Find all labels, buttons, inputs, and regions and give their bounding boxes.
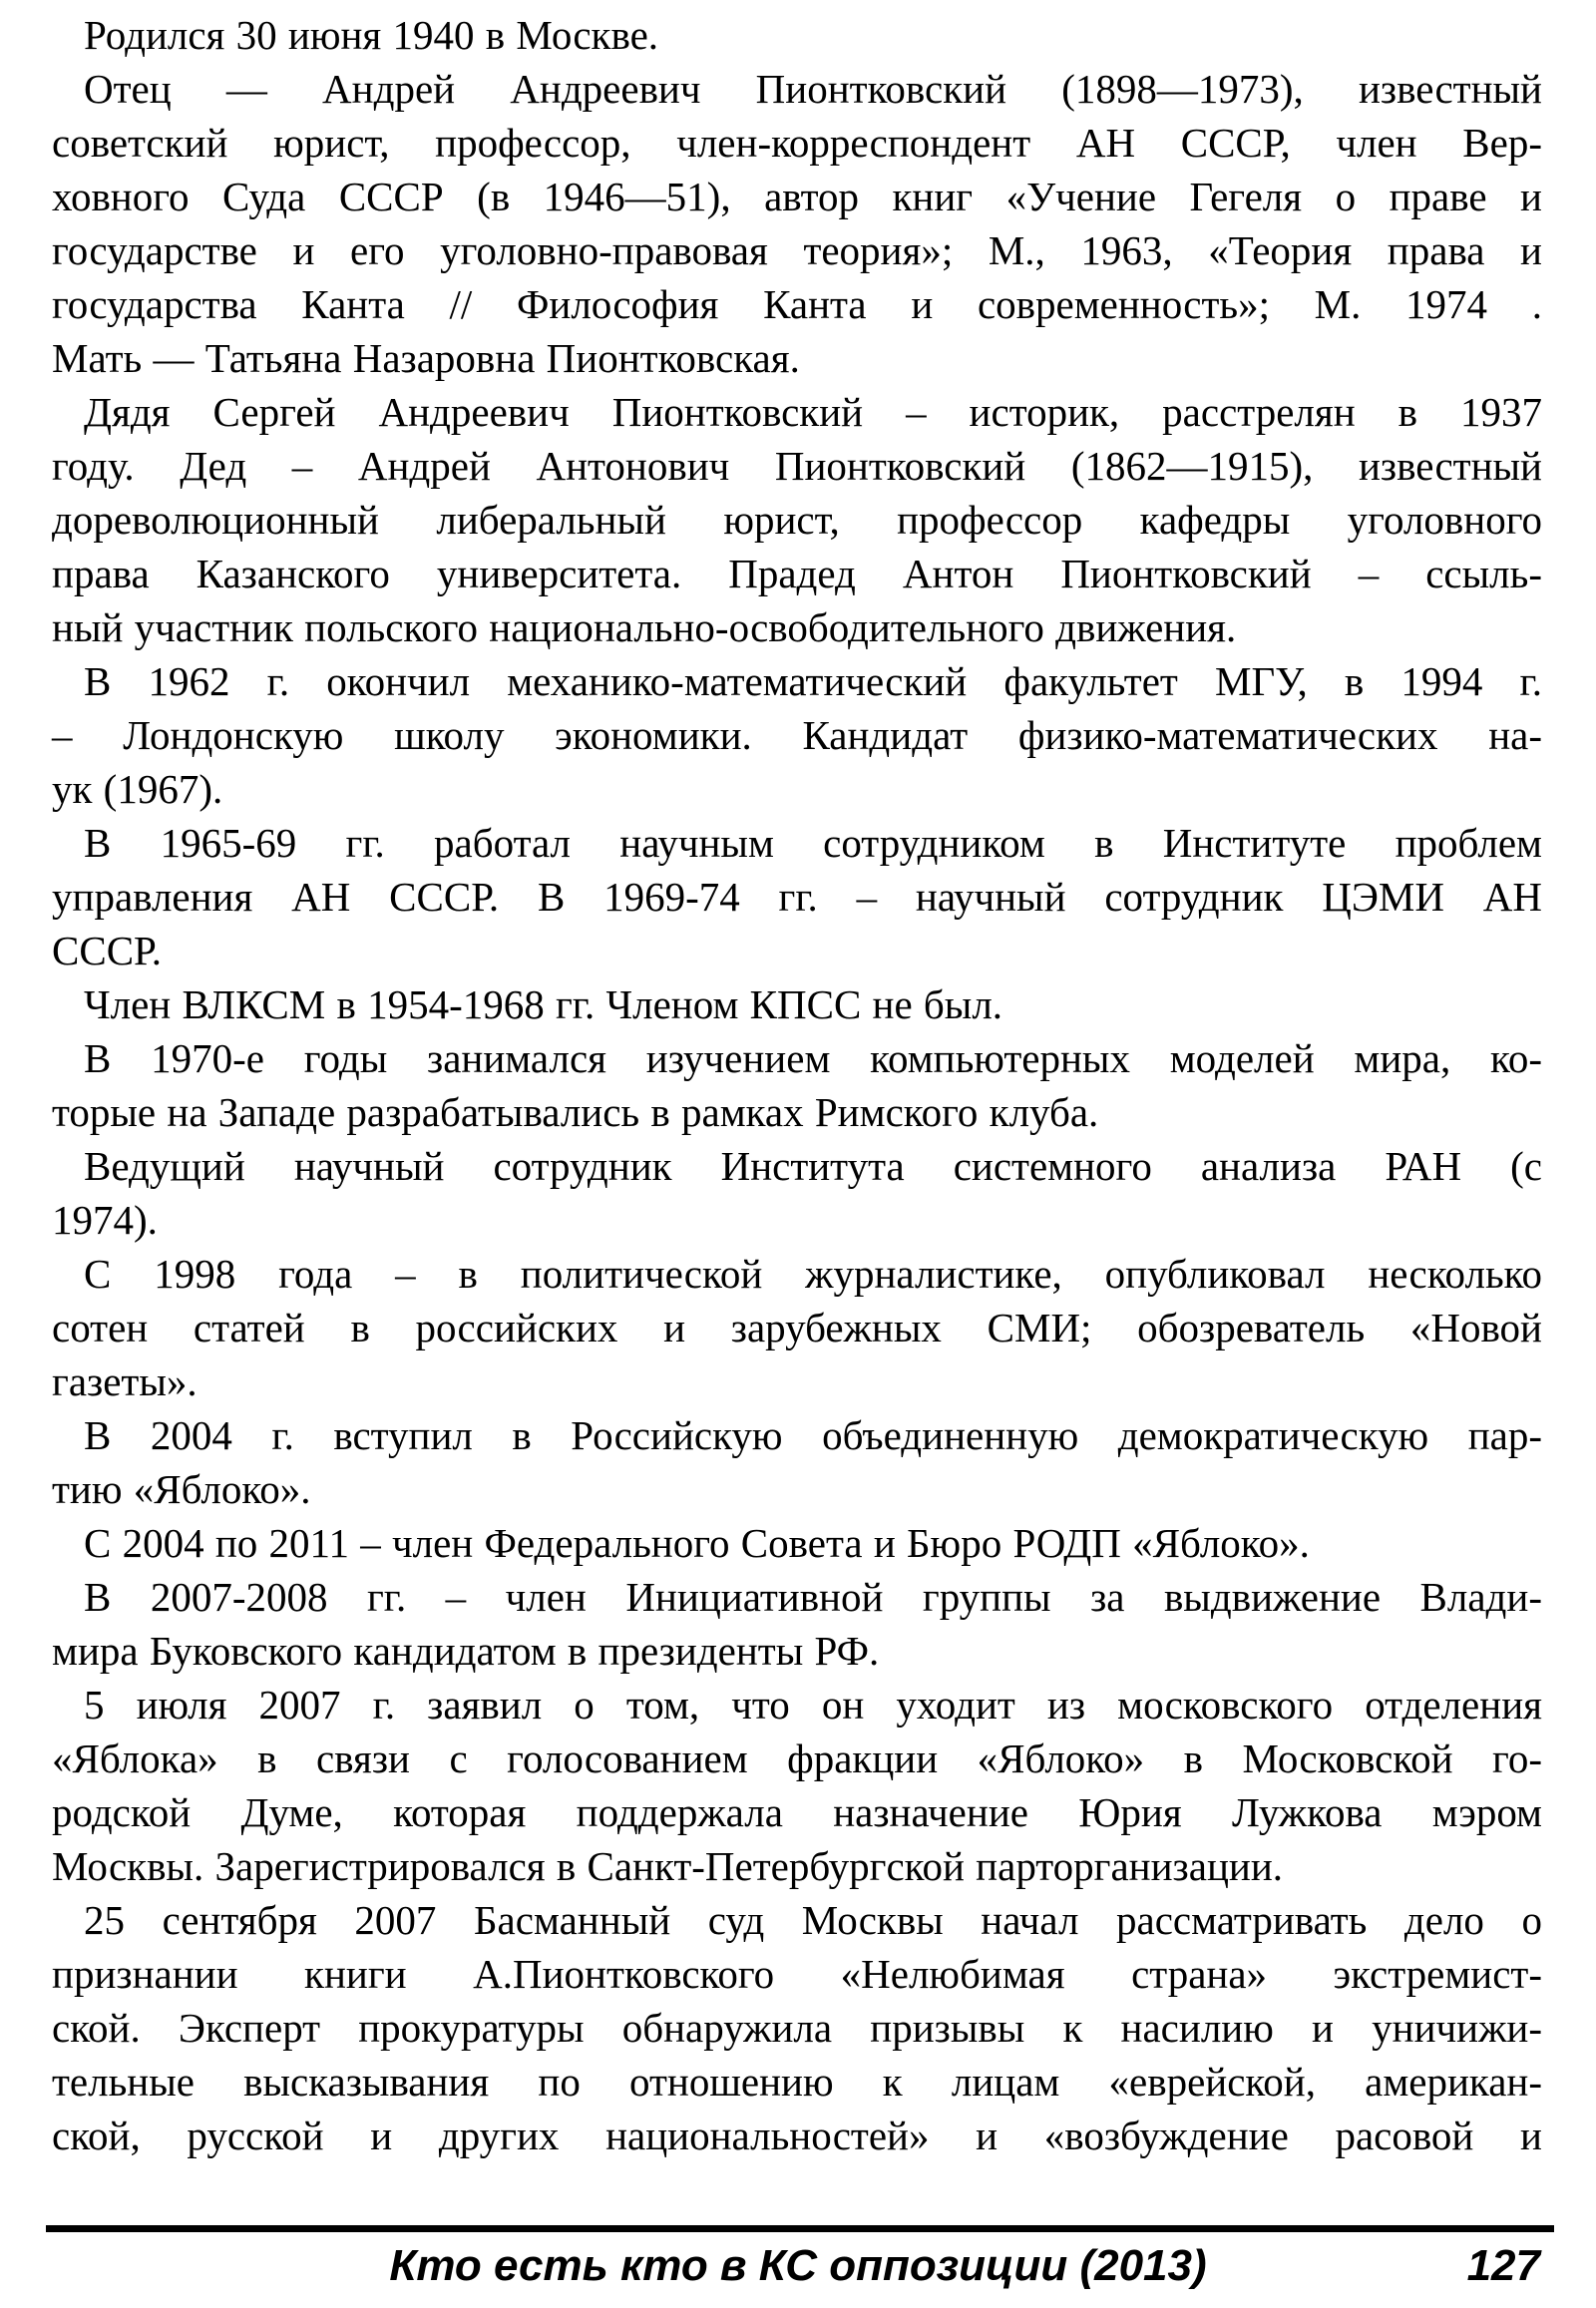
paragraph <box>52 816 1542 977</box>
running-title: Кто есть кто в КС оппозиции (2013) <box>389 2241 1207 2290</box>
text-line: Дядя Сергей Андреевич Пионтковский – историк, расстрелян в 1937 <box>84 389 1542 435</box>
text-line: ховного Суда СССР (в 1946—51), автор книг «Учение Гегеля о праве и <box>52 174 1542 219</box>
paragraph <box>52 977 1542 1031</box>
text-line: Мать — Татьяна Назаровна Пионтковская. <box>52 335 800 381</box>
text-line: ской. Эксперт прокуратуры обнаружила призывы к насилию и уничижи- <box>52 2005 1542 2051</box>
text-line: году. Дед – Андрей Антонович Пионтковский (1862—1915), известный <box>52 443 1542 489</box>
text-line: торые на Западе разрабатывались в рамках Римского клуба. <box>52 1089 1099 1135</box>
text-line: сотен статей в российских и зарубежных СМИ; обозреватель «Новой <box>52 1305 1542 1350</box>
paragraph <box>52 654 1542 816</box>
text-line: ук (1967). <box>52 766 223 812</box>
text-line: СССР. <box>52 928 162 973</box>
text-line: Ведущий научный сотрудник Института системного анализа РАН (с <box>84 1143 1542 1189</box>
text-line: 1974). <box>52 1197 158 1243</box>
paragraph <box>52 1139 1542 1247</box>
paragraph <box>52 1516 1542 1570</box>
text-line: В 1970-е годы занимался изучением компьютерных моделей мира, ко- <box>84 1035 1542 1081</box>
text-line: ской, русской и других национальностей» и «возбуждение расовой и <box>52 2113 1542 2158</box>
text-line: дореволюционный либеральный юрист, профессор кафедры уголовного <box>52 497 1542 543</box>
biography-text <box>52 8 1542 2162</box>
text-line: ный участник польского национально-освободительного движения. <box>52 604 1237 650</box>
text-line: Член ВЛКСМ в 1954-1968 гг. Членом КПСС не был. <box>84 981 1003 1027</box>
text-line: Родился 30 июня 1940 в Москве. <box>84 12 659 58</box>
text-line: В 2007-2008 гг. – член Инициативной группы за выдвижение Влади- <box>84 1574 1542 1620</box>
text-line: С 1998 года – в политической журналистике, опубликовал несколько <box>84 1251 1542 1297</box>
text-line: тельные высказывания по отношению к лицам «еврейской, американ- <box>52 2059 1542 2105</box>
paragraph <box>52 1408 1542 1516</box>
text-line: газеты». <box>52 1358 198 1404</box>
paragraph <box>52 1247 1542 1408</box>
text-line: В 2004 г. вступил в Российскую объединенную демократическую пар- <box>84 1412 1542 1458</box>
text-line: государстве и его уголовно-правовая теория»; М., 1963, «Теория права и <box>52 227 1542 273</box>
text-line: 25 сентября 2007 Басманный суд Москвы начал рассматривать дело о <box>84 1897 1542 1943</box>
paragraph <box>52 385 1542 654</box>
text-line: Отец — Андрей Андреевич Пионтковский (1898—1973), известный <box>84 66 1542 112</box>
footer-divider <box>46 2225 1554 2232</box>
text-line: – Лондонскую школу экономики. Кандидат физико-математических на- <box>52 712 1542 758</box>
text-line: советский юрист, профессор, член-корреспондент АН СССР, член Вер- <box>52 120 1542 166</box>
paragraph <box>52 1678 1542 1893</box>
text-line: права Казанского университета. Прадед Антон Пионтковский – ссыль- <box>52 551 1542 596</box>
text-line: В 1962 г. окончил механико-математический факультет МГУ, в 1994 г. <box>84 658 1542 704</box>
paragraph <box>52 62 1542 385</box>
text-line: С 2004 по 2011 – член Федерального Совета и Бюро РОДП «Яблоко». <box>84 1520 1310 1566</box>
page-number: 127 <box>1466 2241 1540 2290</box>
paragraph <box>52 8 1542 62</box>
text-line: государства Канта // Философия Канта и современность»; М. 1974 . <box>52 281 1542 327</box>
paragraph <box>52 1893 1542 2162</box>
paragraph <box>52 1570 1542 1678</box>
text-line: «Яблока» в связи с голосованием фракции «Яблоко» в Московской го- <box>52 1735 1542 1781</box>
text-line: 5 июля 2007 г. заявил о том, что он уходит из московского отделения <box>84 1682 1542 1728</box>
text-line: мира Буковского кандидатом в президенты РФ. <box>52 1628 880 1674</box>
text-line: Москвы. Зарегистрировался в Санкт-Петербургской парторганизации. <box>52 1843 1284 1889</box>
paragraph <box>52 1031 1542 1139</box>
text-line: тию «Яблоко». <box>52 1466 311 1512</box>
text-line: В 1965-69 гг. работал научным сотрудником в Институте проблем <box>84 820 1542 866</box>
text-line: родской Думе, которая поддержала назначение Юрия Лужкова мэром <box>52 1789 1542 1835</box>
text-line: признании книги А.Пионтковского «Нелюбимая страна» экстремист- <box>52 1951 1542 1997</box>
text-line: управления АН СССР. В 1969-74 гг. – научный сотрудник ЦЭМИ АН <box>52 874 1542 920</box>
